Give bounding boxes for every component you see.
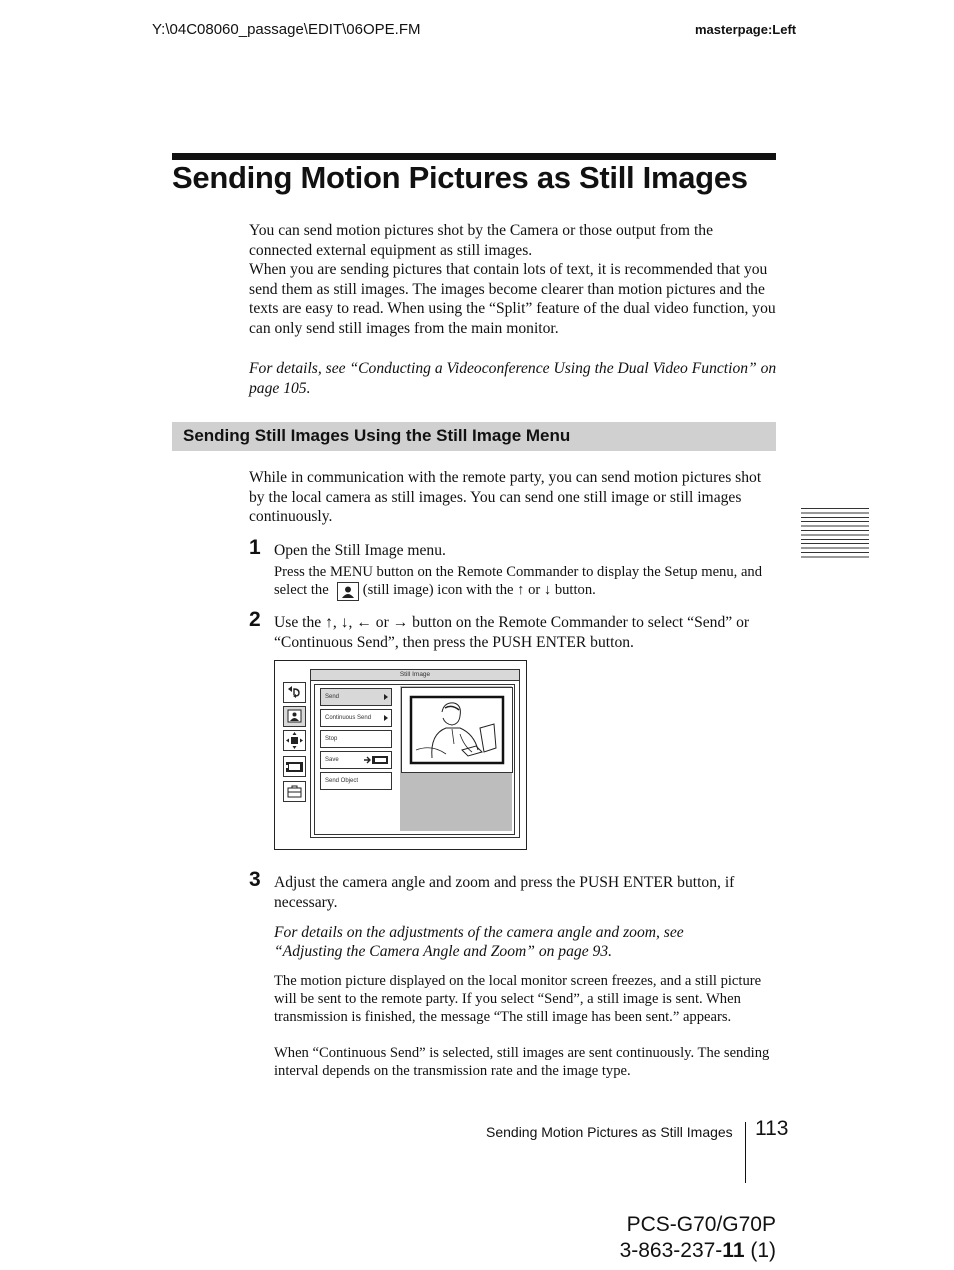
menu-item-save[interactable] bbox=[320, 751, 392, 769]
title-rule bbox=[172, 153, 776, 160]
menu-item-continuous-send[interactable] bbox=[320, 709, 392, 727]
return-icon bbox=[283, 682, 306, 703]
still-image-tab-icon bbox=[283, 706, 306, 727]
toolbox-icon bbox=[283, 781, 306, 802]
intro-paragraph-1: You can send motion pictures shot by the Camera or those output from the connected external equipment as still images. bbox=[249, 222, 713, 259]
menu-item-send[interactable] bbox=[320, 688, 392, 706]
intro-paragraph-2: When you are sending pictures that contain lots of text, it is recommended that you send them as still images. The images become clearer than motion pictures and the texts are easy to read. When using the “Split” feature of the dual video function, you can only send still images from the main monitor. bbox=[249, 261, 776, 337]
file-path: Y:\04C08060_passage\EDIT\06OPE.FM bbox=[152, 21, 421, 38]
step-3-number: 3 bbox=[249, 868, 261, 891]
page-title: Sending Motion Pictures as Still Images bbox=[172, 160, 748, 195]
step-2-number: 2 bbox=[249, 608, 261, 631]
still-image-menu-screen bbox=[274, 660, 527, 850]
menu-item-send-object[interactable] bbox=[320, 772, 392, 790]
part-number-rev: 11 bbox=[722, 1239, 745, 1262]
save-to-card-icon bbox=[363, 755, 389, 765]
menu-item-stop-label: Stop bbox=[325, 736, 338, 742]
footer-divider bbox=[745, 1122, 746, 1183]
step-1-detail-b: (still image) icon with the ↑ or ↓ button. bbox=[362, 582, 596, 599]
send-arrow-icon bbox=[384, 694, 388, 700]
chapter-tab-marker bbox=[801, 508, 869, 560]
section-heading-bar bbox=[172, 422, 776, 451]
section-heading: Sending Still Images Using the Still Image Menu bbox=[183, 426, 571, 445]
menu-item-save-label: Save bbox=[325, 757, 339, 763]
still-image-panel bbox=[310, 669, 520, 838]
menu-item-stop[interactable] bbox=[320, 730, 392, 748]
part-number-suffix: (1) bbox=[744, 1239, 776, 1262]
step-3-note-2: When “Continuous Send” is selected, still images are sent continuously. The sending interval depends on the transmission rate and the image type. bbox=[274, 1045, 770, 1079]
step-1-detail bbox=[274, 563, 779, 601]
menu-item-send-label: Send bbox=[325, 694, 340, 700]
step-3-reference: For details on the adjustments of the camera angle and zoom, see “Adjusting the Camera Angle and Zoom” on page 93. bbox=[274, 924, 684, 960]
menu-item-send-object-label: Send Object bbox=[325, 778, 359, 784]
panel-title: Still Image bbox=[311, 670, 519, 681]
part-number-prefix: 3-863-237- bbox=[619, 1239, 723, 1262]
footer-section-label: Sending Motion Pictures as Still Images bbox=[486, 1124, 733, 1140]
step-3-text: Adjust the camera angle and zoom and press the PUSH ENTER button, if necessary. bbox=[274, 874, 735, 911]
intro-reference: For details, see “Conducting a Videoconference Using the Dual Video Function” on page 105. bbox=[249, 360, 777, 397]
model-name: PCS-G70/G70P bbox=[626, 1213, 776, 1236]
model-info bbox=[612, 1212, 776, 1264]
section-intro: While in communication with the remote party, you can send motion pictures shot by the local camera as still images. You can send one still image or still images continuously. bbox=[249, 469, 762, 526]
memory-card-icon bbox=[283, 756, 306, 777]
step-2-text: Use the ↑, ↓, ← or → button on the Remote Commander to select “Send” or “Continuous Send”, then press the PUSH ENTER button. bbox=[274, 614, 750, 651]
continuous-send-arrow-icon bbox=[384, 715, 388, 721]
page-number: 113 bbox=[755, 1117, 789, 1140]
panel-inner bbox=[314, 684, 515, 835]
menu-item-continuous-send-label: Continuous Send bbox=[325, 715, 372, 721]
step-1-text: Open the Still Image menu. bbox=[274, 542, 446, 559]
masterpage-label: masterpage:Left bbox=[695, 22, 797, 37]
preview-picture bbox=[401, 687, 513, 773]
camera-control-icon bbox=[283, 730, 306, 751]
step-1-detail-a: Press the MENU button on the Remote Commander to display the Setup menu, and select the bbox=[274, 564, 763, 599]
step-1-number: 1 bbox=[249, 536, 261, 559]
still-image-icon bbox=[337, 582, 359, 601]
part-number bbox=[612, 1238, 776, 1264]
step-3-note-1: The motion picture displayed on the local monitor screen freezes, and a still picture will be sent to the remote party. If you select “Send”, a still image is sent. When transmission is finished, the message “The still image has been sent.” appears. bbox=[274, 973, 762, 1025]
